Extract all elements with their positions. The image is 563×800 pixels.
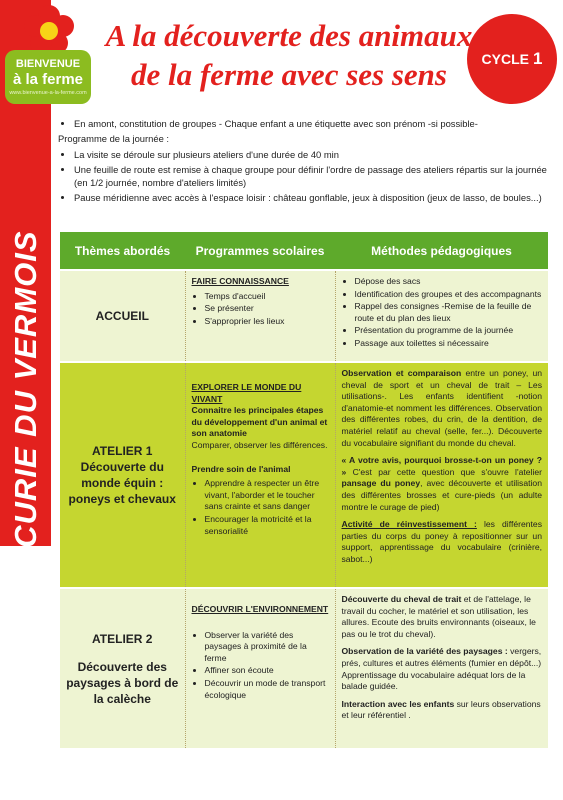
theme-title: ATELIER 2 — [92, 631, 153, 646]
programme-text: Comparer, observer les différences. — [191, 439, 328, 450]
programme-cell — [185, 588, 335, 748]
method-bold: Observation de la variété des paysages : — [341, 646, 508, 657]
program-table — [60, 232, 548, 748]
table-row-accueil — [60, 270, 548, 362]
cycle-number: 1 — [532, 49, 543, 68]
cycle-badge — [467, 14, 557, 104]
programme-list — [192, 478, 329, 537]
method-text: et de l'attelage, le travail du cocher, le matériel et son utilisation, les allures. Ecoute des bruits environnants (oiseaux, le pas ou le trot du cheval). — [341, 594, 536, 639]
theme-subtitle: Découverte des paysages à bord de la calèche — [66, 659, 179, 706]
program-label: Programme de la journée : — [58, 133, 169, 145]
list-item: • Découvrir un mode de transport écologique — [205, 678, 329, 701]
intro-section — [58, 118, 556, 207]
list-item: • Temps d'accueil — [205, 291, 329, 303]
list-item: • Passage aux toilettes si nécessaire — [355, 338, 543, 350]
method-text: sur leurs observations et leur référentiel . — [341, 698, 541, 721]
programme-list — [192, 630, 329, 702]
programme-title: FAIRE CONNAISSANCE — [191, 276, 289, 286]
method-bold: Découverte du cheval de trait — [341, 594, 462, 604]
method-bold: Interaction avec les enfants — [341, 698, 455, 709]
list-item: • Se présenter — [205, 303, 329, 315]
intro-list-2 — [58, 149, 556, 205]
method-paragraph — [342, 455, 543, 513]
programme-title: EXPLORER LE MONDE DU VIVANT — [191, 382, 302, 404]
method-bold: pansage du poney — [341, 478, 421, 489]
programme-title: DÉCOUVRIR L'ENVIRONNEMENT — [191, 604, 329, 614]
theme-title: ATELIER 1 — [92, 444, 153, 458]
methods-cell — [335, 362, 548, 588]
logo-line1: BIENVENUE — [15, 58, 81, 70]
theme-cell — [60, 270, 185, 362]
programme-list — [192, 291, 329, 328]
title-line1: A la découverte des animaux — [105, 18, 473, 53]
methods-cell — [335, 588, 548, 748]
program-item: • Une feuille de route est remise à chaque groupe pour définir l'ordre de passage des ateliers répartis sur la journée (en 1/2 journée, nombre d'ateliers limités) — [74, 164, 556, 189]
list-item: • Présentation du programme de la journée — [355, 325, 543, 337]
intro-bullet: • En amont, constitution de groupes - Chaque enfant a une étiquette avec son prénom -si possible- — [74, 118, 556, 130]
list-item: • Observer la variété des paysages à proximité de la ferme — [205, 630, 329, 665]
method-paragraph — [342, 699, 543, 722]
program-item: • La visite se déroule sur plusieurs ateliers d'une durée de 40 min — [74, 149, 556, 161]
list-item: • Encourager la motricité et la sensorialité — [205, 514, 329, 537]
method-bold: Observation et comparaison — [341, 368, 462, 378]
methods-cell — [335, 270, 548, 362]
flower-icon — [23, 4, 75, 56]
method-text: les différentes parties du corps du poney à repositionner sur un support, apprentissage du vocabulaire (crinière, sabot...) — [341, 519, 542, 564]
header-themes: Thèmes abordés — [60, 232, 185, 270]
logo-line3: www.bienvenue-a-la-ferme.com — [9, 90, 87, 96]
method-bold: « A votre avis, pourquoi brosse-t-on un poney ? » — [341, 455, 542, 477]
list-item: • Affiner son écoute — [205, 665, 329, 677]
header-methodes: Méthodes pédagogiques — [335, 232, 548, 270]
programme-subtitle: Prendre soin de l'animal — [191, 463, 291, 474]
list-item: • Apprendre à respecter un être vivant, l'aborder et le toucher sans crainte et sans danger — [205, 478, 329, 513]
method-text: C'est par cette question que s'ouvre l'atelier — [346, 466, 542, 477]
theme-subtitle: Découverte du monde équin : poneys et chevaux — [68, 460, 176, 506]
method-bold: Activité de réinvestissement : — [341, 519, 477, 530]
method-paragraph — [342, 646, 543, 692]
intro-list-1 — [58, 118, 556, 130]
list-item: • S'approprier les lieux — [205, 316, 329, 328]
table-row-atelier2 — [60, 588, 548, 748]
cycle-label: CYCLE — [481, 51, 529, 67]
theme-cell — [60, 362, 185, 588]
theme-title: ACCUEIL — [95, 309, 149, 323]
programme-cell — [185, 270, 335, 362]
theme-cell — [60, 588, 185, 748]
method-text: , avec découverte et utilisation des différentes brosses et cure-pieds (un adulte montre le curage de pied) — [341, 478, 542, 512]
method-paragraph — [342, 519, 543, 565]
side-band-text: ÉCURIE DU VERMOIS — [8, 230, 43, 570]
page-title — [104, 16, 474, 94]
methods-list — [342, 276, 543, 350]
list-item: • Identification des groupes et des accompagnants — [355, 289, 543, 301]
programme-cell — [185, 362, 335, 588]
method-paragraph — [342, 368, 543, 449]
program-item: • Pause méridienne avec accès à l'espace loisir : château gonflable, jeux à disposition (jeux de lasso, de boules...) — [74, 192, 556, 204]
method-paragraph — [342, 594, 543, 640]
method-text: vergers, prés, cultures et autres éléments (fumier en dépôt...) Apprentissage du vocabulaire adéquat lors de la balade guidée. — [341, 646, 542, 692]
farm-logo — [5, 4, 91, 106]
logo-line2: à la ferme — [12, 71, 84, 88]
table-row-atelier1 — [60, 362, 548, 588]
table-header-row — [60, 232, 548, 270]
list-item: • Rappel des consignes -Remise de la feuille de route et du plan des lieux — [355, 301, 543, 324]
method-text: entre un poney, un cheval de sport et un cheval de trait – Les utilisations-. Les enfants identifient -notion d'anatomie-et nomment les différences. Observation des différentes robes, du crin, de la dentition, de matériel relatif au cheval (selle, fer...). Découverte du vocabulaire signifiant du monde du cheval. — [341, 368, 542, 448]
title-line2: de la ferme avec ses sens — [131, 57, 447, 92]
header-programmes: Programmes scolaires — [185, 232, 335, 270]
list-item: • Dépose des sacs — [355, 276, 543, 288]
programme-bold: Connaitre les principales étapes du développement d'un animal et son anatomie — [191, 405, 328, 439]
